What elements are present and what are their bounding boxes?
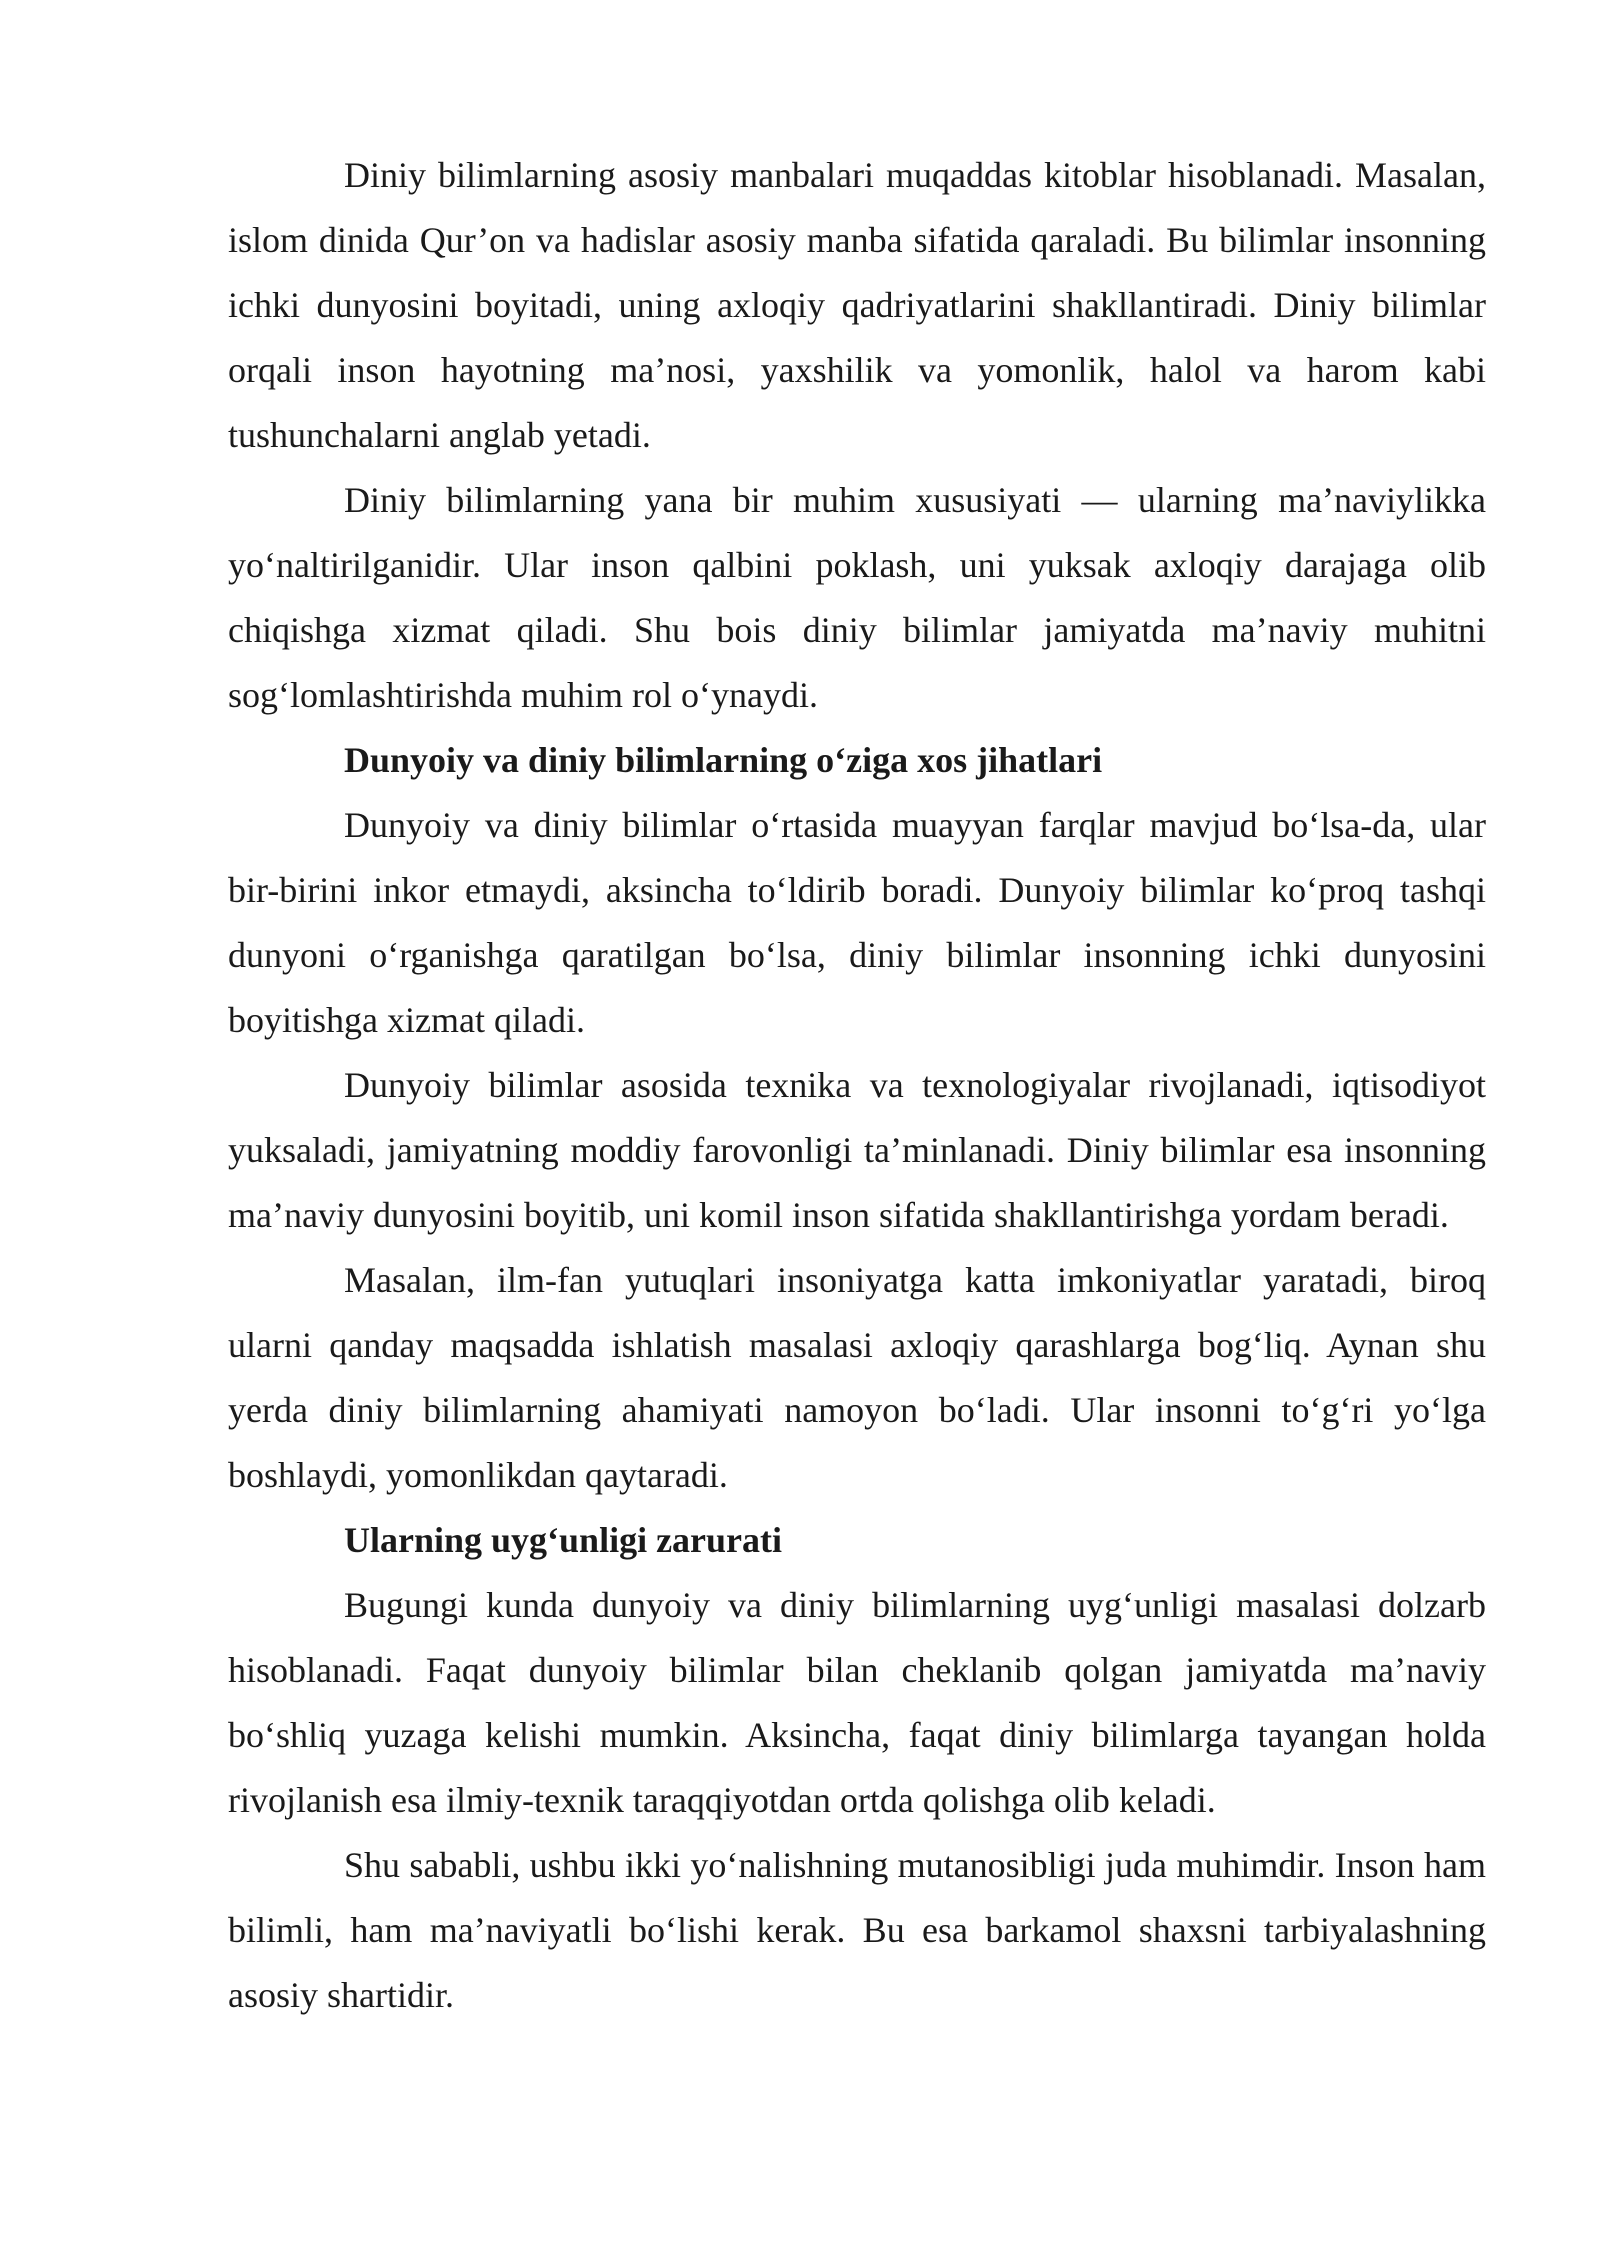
paragraph-spiritual-orientation: Diniy bilimlarning yana bir muhim xususiyati — ularning ma’naviylikka yo‘naltirilganidir. Ular inson qalbini poklash, uni yuksak axloqiy darajaga olib chiqishga xizmat qiladi. Shu bois diniy bilimlar jamiyatda ma’naviy muhitni sog‘lomlashtirishda muhim rol o‘ynaydi. — [228, 480, 1486, 715]
section-heading-distinctive-features: Dunyoiy va diniy bilimlarning o‘ziga xos jihatlari — [344, 740, 1103, 780]
document-body — [228, 143, 1486, 2028]
paragraph-balance-conclusion: Shu sababli, ushbu ikki yo‘nalishning mutanosibligi juda muhimdir. Inson ham bilimli, ham ma’naviyatli bo‘lishi kerak. Bu esa barkamol shaxsni tarbiyalashning asosiy shartidir. — [228, 1845, 1486, 2015]
paragraph-sources-of-religious-knowledge: Diniy bilimlarning asosiy manbalari muqaddas kitoblar hisoblanadi. Masalan, islom dinida Qur’on va hadislar asosiy manba sifatida qaraladi. Bu bilimlar insonning ichki dunyosini boyitadi, uning axloqiy qadriyatlarini shakllantiradi. Diniy bilimlar orqali inson hayotning ma’nosi, yaxshilik va yomonlik, halol va harom kabi tushunchalarni anglab yetadi. — [228, 155, 1486, 455]
paragraph-science-achievements: Masalan, ilm-fan yutuqlari insoniyatga katta imkoniyatlar yaratadi, biroq ularni qanday maqsadda ishlatish masalasi axloqiy qarashlarga bog‘liq. Aynan shu yerda diniy bilimlarning ahamiyati namoyon bo‘ladi. Ular insonni to‘g‘ri yo‘lga boshlaydi, yomonlikdan qaytaradi. — [228, 1260, 1486, 1495]
paragraph-differences: Dunyoiy va diniy bilimlar o‘rtasida muayyan farqlar mavjud bo‘lsa-da, ular bir-birini inkor etmaydi, aksincha to‘ldirib boradi. Dunyoiy bilimlar ko‘proq tashqi dunyoni o‘rganishga qaratilgan bo‘lsa, diniy bilimlar insonning ichki dunyosini boyitishga xizmat qiladi. — [228, 805, 1486, 1040]
section-heading-harmony-necessity: Ularning uyg‘unligi zarurati — [344, 1520, 783, 1560]
paragraph-harmony-today: Bugungi kunda dunyoiy va diniy bilimlarning uyg‘unligi masalasi dolzarb hisoblanadi. Faqat dunyoiy bilimlar bilan cheklanib qolgan jamiyatda ma’naviy bo‘shliq yuzaga kelishi mumkin. Aksincha, faqat diniy bilimlarga tayangan holda rivojlanish esa ilmiy-texnik taraqqiyotdan ortda qolishga olib keladi. — [228, 1585, 1486, 1820]
paragraph-technology-development: Dunyoiy bilimlar asosida texnika va texnologiyalar rivojlanadi, iqtisodiyot yuksaladi, jamiyatning moddiy farovonligi ta’minlanadi. Diniy bilimlar esa insonning ma’naviy dunyosini boyitib, uni komil inson sifatida shakllantirishga yordam beradi. — [228, 1065, 1486, 1235]
